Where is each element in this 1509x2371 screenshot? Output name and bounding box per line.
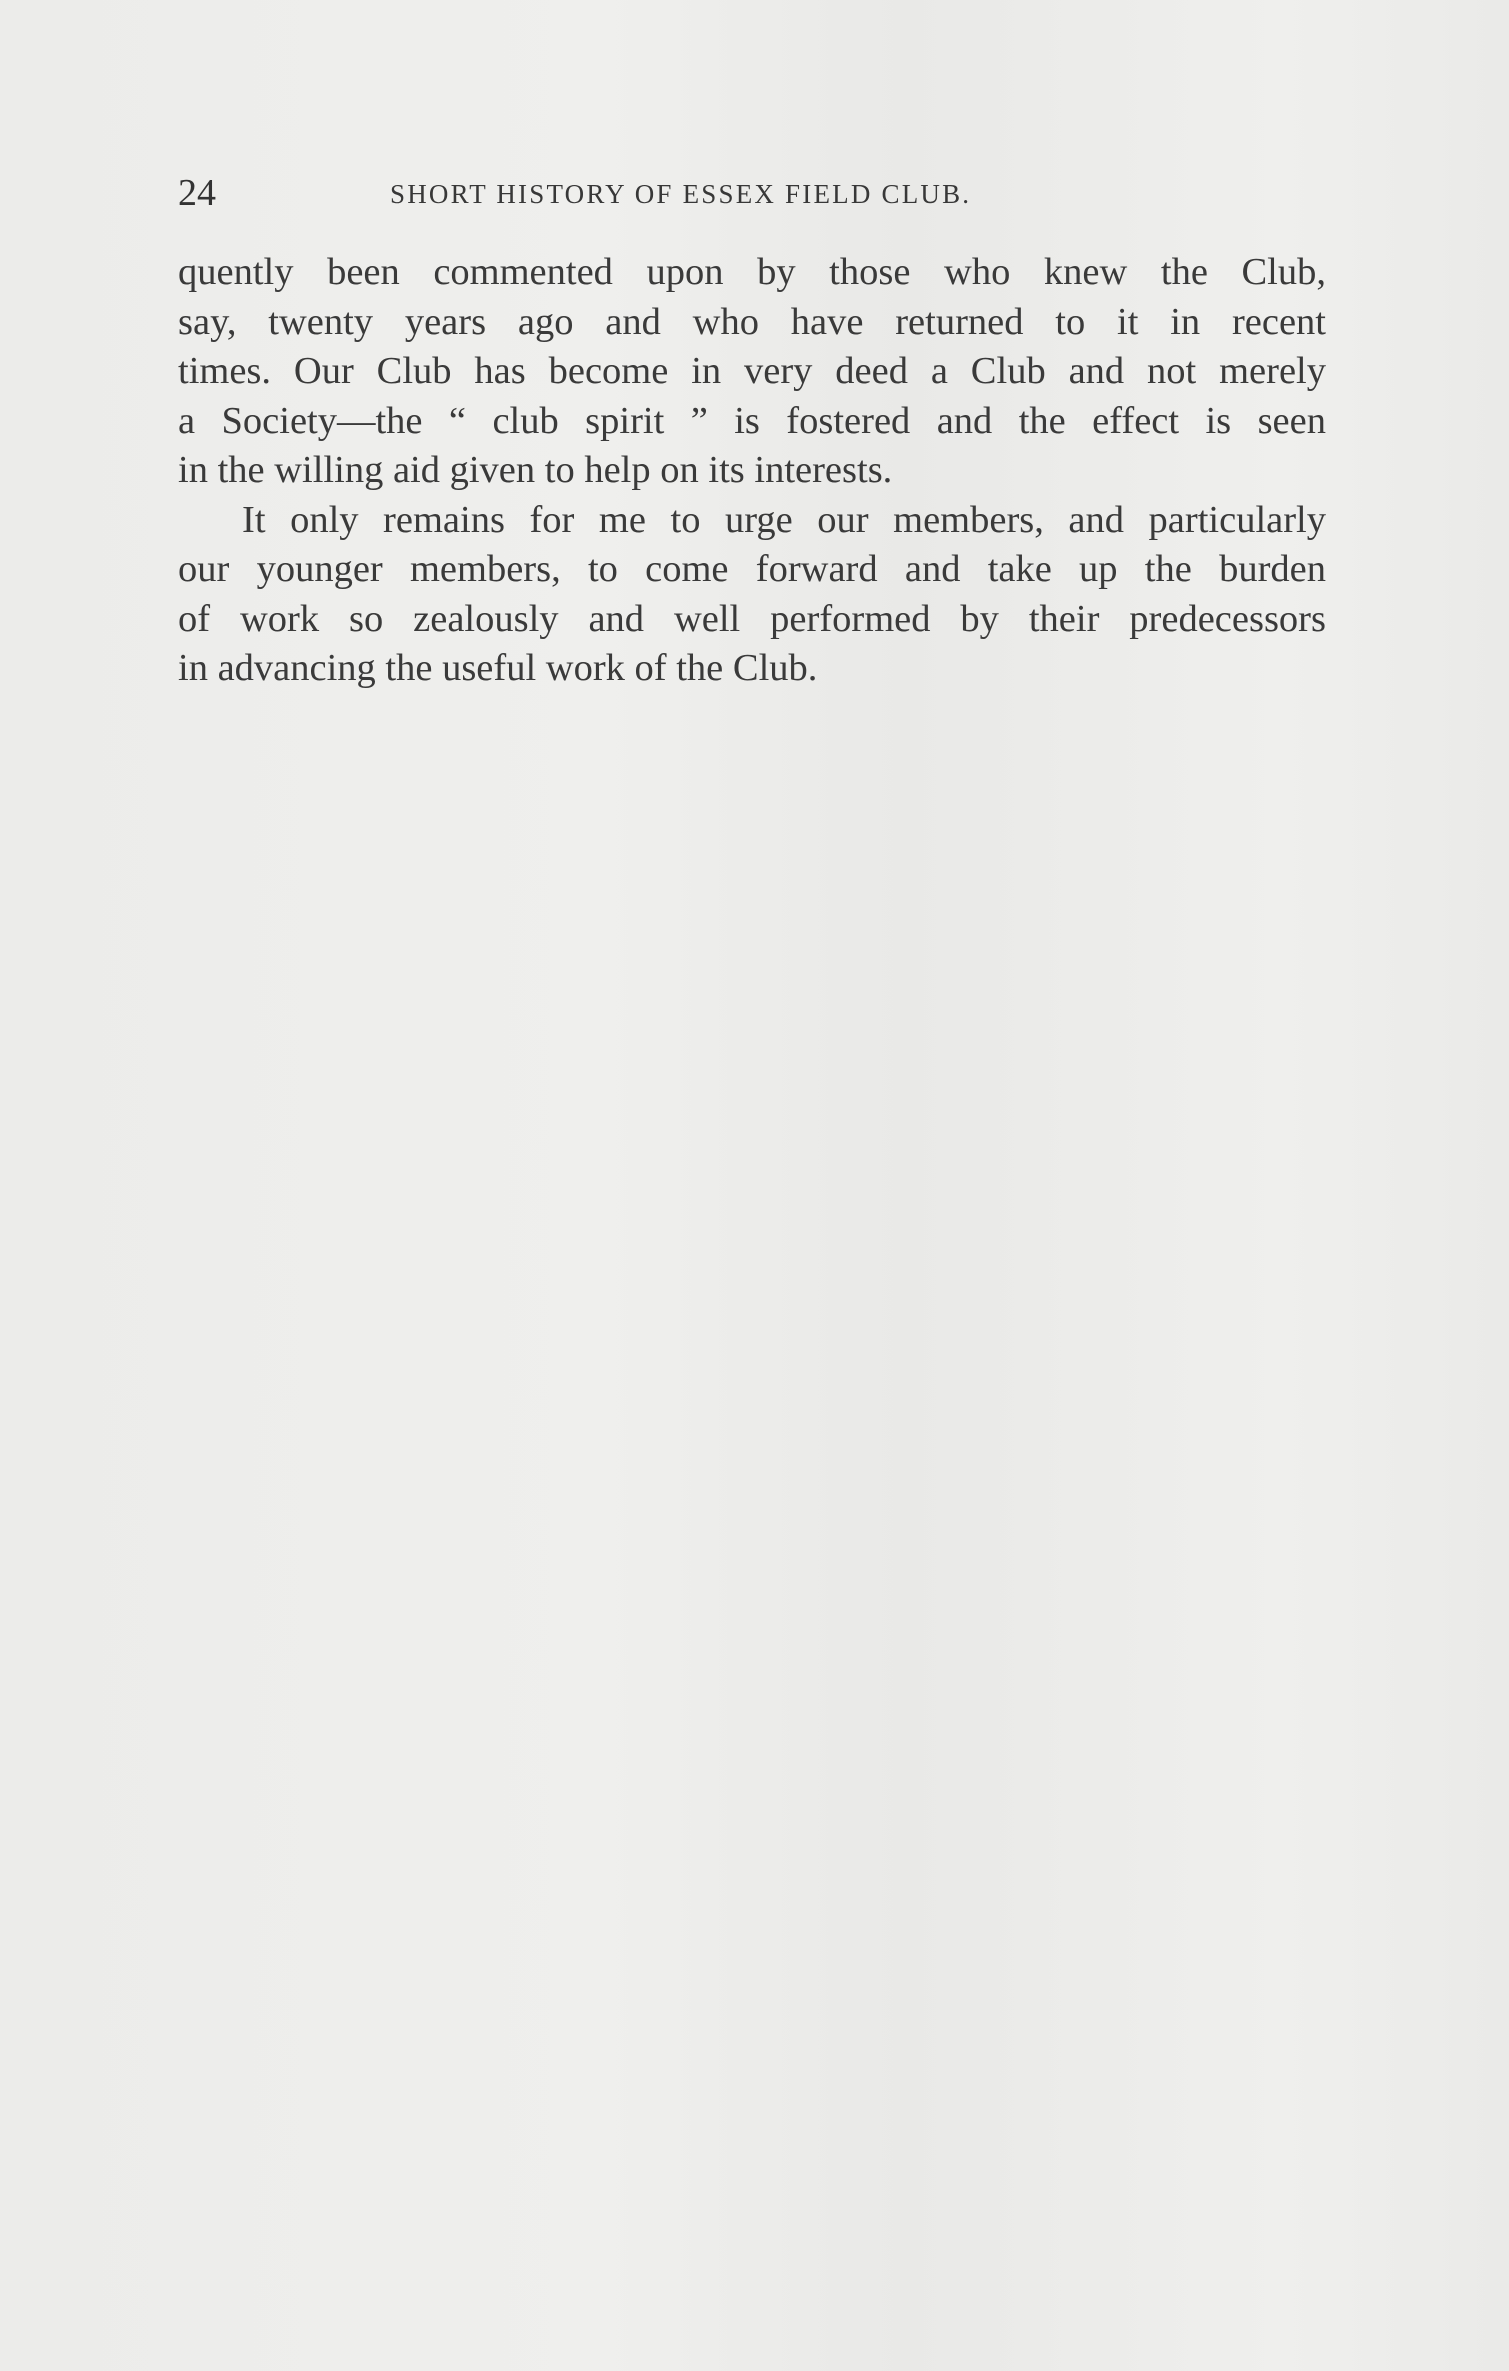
page-number: 24 [178,172,216,214]
paragraph-1 [178,248,1326,496]
running-title: SHORT HISTORY OF ESSEX FIELD CLUB. [390,179,972,209]
text-line: our younger members, to come forward and take up the burden [178,548,1326,590]
text-line: in the willing aid given to help on its interests. [178,449,893,491]
text-line: of work so zealously and well performed by their predecessors [178,597,1326,640]
text-line: say, twenty years ago and who have returned to it in recent [178,300,1326,343]
text-line: in advancing the useful work of the Club. [178,647,818,689]
text-line: a Society—the “ club spirit ” is fostered and the effect is seen [178,399,1326,442]
running-head [178,170,1326,216]
body-text [178,248,1326,694]
text-line: times. Our Club has become in very deed a Club and not merely [178,350,1326,392]
paragraph-2 [178,496,1326,694]
text-line: It only remains for me to urge our members, and particularly [242,498,1326,541]
text-line: quently been commented upon by those who knew the Club, [178,251,1326,293]
